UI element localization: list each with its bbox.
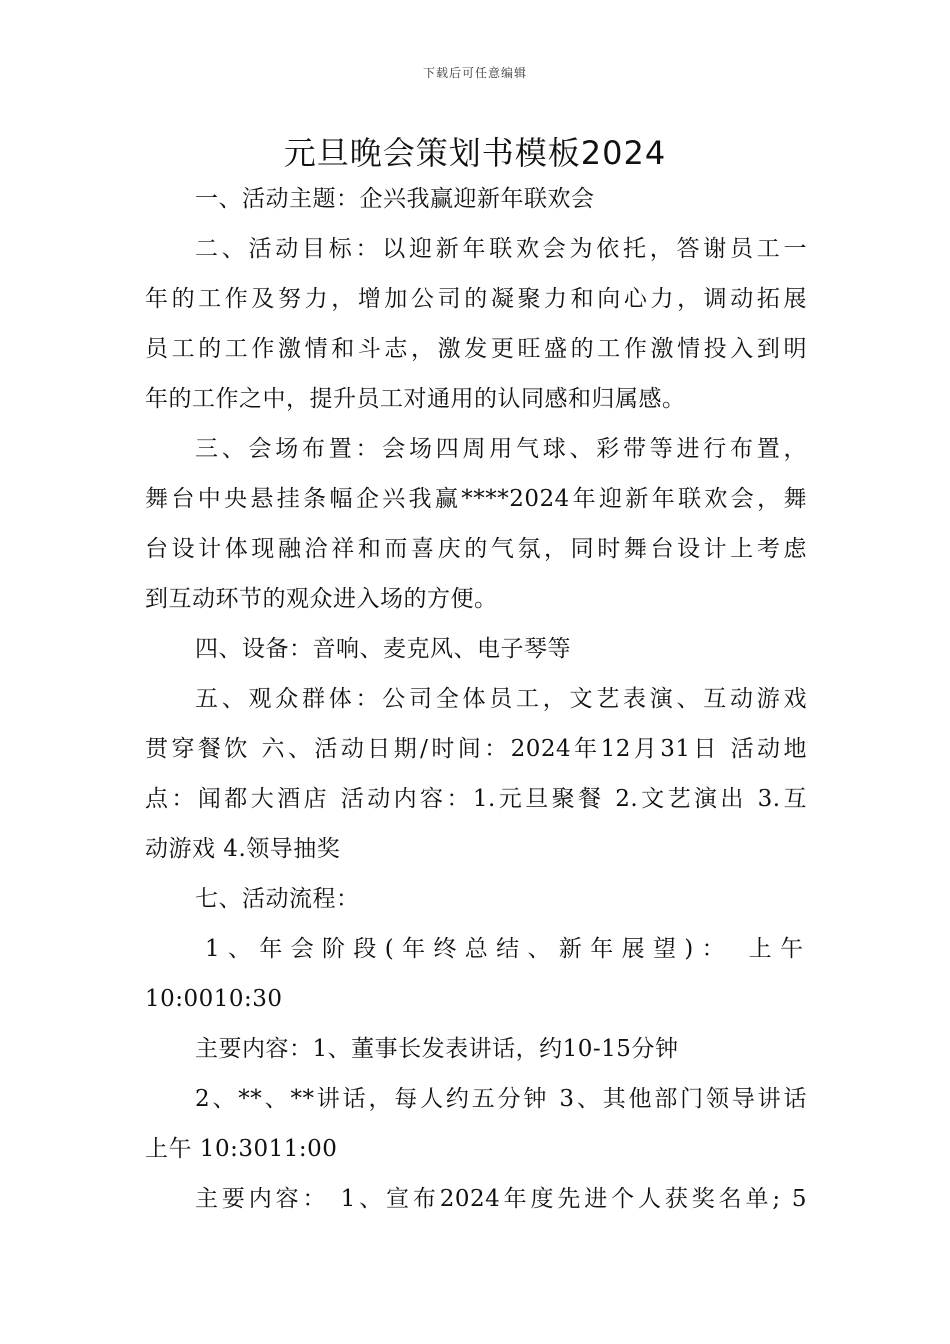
paragraph-line: 年的工作之中，提升员工对通用的认同感和归属感。 [145, 386, 686, 412]
paragraph-line: 主要内容： 1、宣布2024年度先进个人获奖名单; 5 [195, 1186, 807, 1212]
paragraph-line: 点：闻都大酒店 活动内容：1.元旦聚餐 2.文艺演出 3.互 [145, 786, 807, 812]
paragraph-line: 台设计体现融洽祥和而喜庆的气氛，同时舞台设计上考虑 [145, 536, 807, 562]
paragraph-line: 一、活动主题：企兴我赢迎新年联欢会 [195, 186, 595, 212]
paragraph-line: 10:0010:30 [145, 986, 283, 1012]
paragraph-line: 五、观众群体：公司全体员工，文艺表演、互动游戏 [195, 686, 807, 712]
paragraph-line: 年的工作及努力，增加公司的凝聚力和向心力，调动拓展 [145, 286, 807, 312]
paragraph-line: 员工的工作激情和斗志，激发更旺盛的工作激情投入到明 [145, 336, 807, 362]
header-note: 下载后可任意编辑 [422, 66, 527, 80]
paragraph-line: 到互动环节的观众进入场的方便。 [145, 586, 498, 612]
document-title: 元旦晚会策划书模板2024 [283, 134, 667, 172]
paragraph-line: 四、设备：音响、麦克风、电子琴等 [195, 636, 571, 662]
paragraph-line: 2、**、**讲话，每人约五分钟 3、其他部门领导讲话 [195, 1086, 807, 1112]
paragraph-line: 七、活动流程： [195, 886, 360, 912]
paragraph-line: 1、年会阶段(年终总结、新年展望)： 上午 [205, 936, 807, 962]
paragraph-line: 主要内容：1、董事长发表讲话，约10-15分钟 [195, 1036, 679, 1062]
paragraph-line: 三、会场布置：会场四周用气球、彩带等进行布置， [195, 436, 807, 462]
paragraph-line: 贯穿餐饮 六、活动日期/时间：2024年12月31日 活动地 [145, 736, 808, 762]
paragraph-line: 二、活动目标：以迎新年联欢会为依托，答谢员工一 [195, 236, 807, 262]
paragraph-line: 舞台中央悬挂条幅企兴我赢****2024年迎新年联欢会，舞 [145, 486, 807, 512]
paragraph-line: 动游戏 4.领导抽奖 [145, 836, 341, 862]
paragraph-line: 上午 10:3011:00 [145, 1136, 338, 1162]
